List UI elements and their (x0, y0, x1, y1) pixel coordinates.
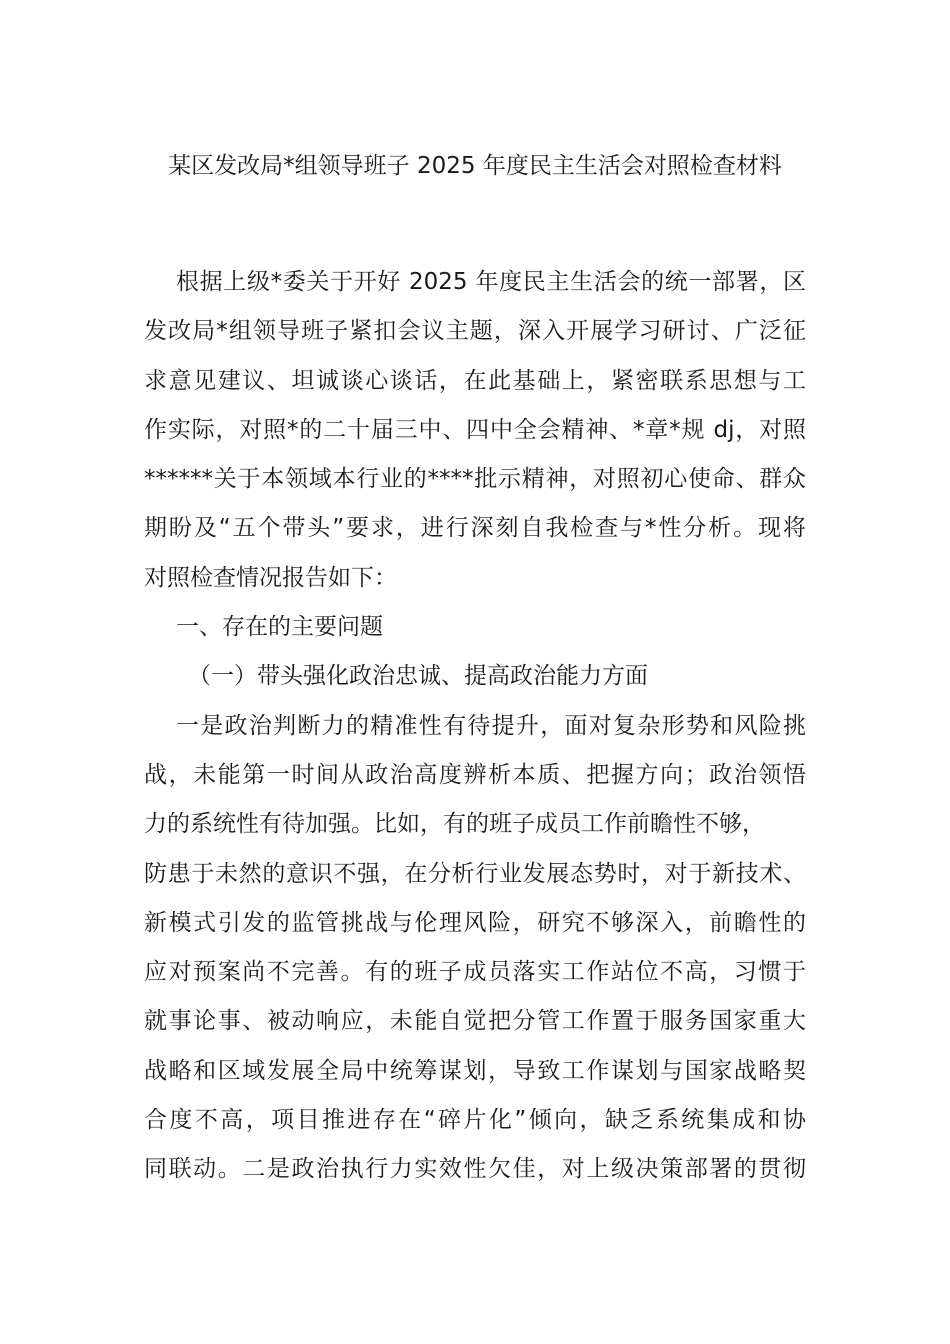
paragraph-line: 根据上级*委关于开好 2025 年度民主生活会的统一部署，区 (176, 269, 806, 295)
paragraph-line: 防患于未然的意识不强，在分析行业发展态势时，对于新技术、 (144, 860, 806, 887)
paragraph-line: 期盼及“五个带头”要求，进行深刻自我检查与*性分析。现将 (144, 515, 806, 542)
paragraph-line: 战，未能第一时间从政治高度辨析本质、把握方向；政治领悟 (144, 761, 806, 788)
paragraph-line: 就事论事、被动响应，未能自觉把分管工作置于服务国家重大 (144, 1008, 806, 1035)
paragraph-line: 新模式引发的监管挑战与伦理风险，研究不够深入，前瞻性的 (144, 909, 806, 936)
paragraph-line: 求意见建议、坦诚谈心谈话，在此基础上，紧密联系思想与工 (144, 367, 806, 394)
section-heading: 一、存在的主要问题 (176, 614, 383, 641)
paragraph-line: 一是政治判断力的精准性有待提升，面对复杂形势和风险挑 (176, 712, 806, 739)
paragraph-line: 战略和区域发展全局中统筹谋划，导致工作谋划与国家战略契 (144, 1057, 806, 1084)
paragraph-line: 力的系统性有待加强。比如，有的班子成员工作前瞻性不够， (144, 811, 765, 838)
paragraph-line: 应对预案尚不完善。有的班子成员落实工作站位不高，习惯于 (144, 959, 806, 986)
paragraph-line: 对照检查情况报告如下： (144, 564, 397, 591)
document-title: 某区发改局*组领导班子 2025 年度民主生活会对照检查材料 (168, 153, 782, 179)
subsection-heading: （一）带头强化政治忠诚、提高政治能力方面 (188, 663, 648, 690)
paragraph-line: 同联动。二是政治执行力实效性欠佳，对上级决策部署的贯彻 (144, 1156, 806, 1183)
paragraph-line: 合度不高，项目推进存在“碎片化”倾向，缺乏系统集成和协 (144, 1107, 806, 1134)
paragraph-line: ******关于本领域本行业的****批示精神，对照初心使命、群众 (144, 466, 806, 493)
paragraph-line: 发改局*组领导班子紧扣会议主题，深入开展学习研讨、广泛征 (144, 318, 806, 345)
paragraph-line: 作实际，对照*的二十届三中、四中全会精神、*章*规 dj，对照 (144, 416, 806, 443)
document-body (144, 258, 806, 1195)
